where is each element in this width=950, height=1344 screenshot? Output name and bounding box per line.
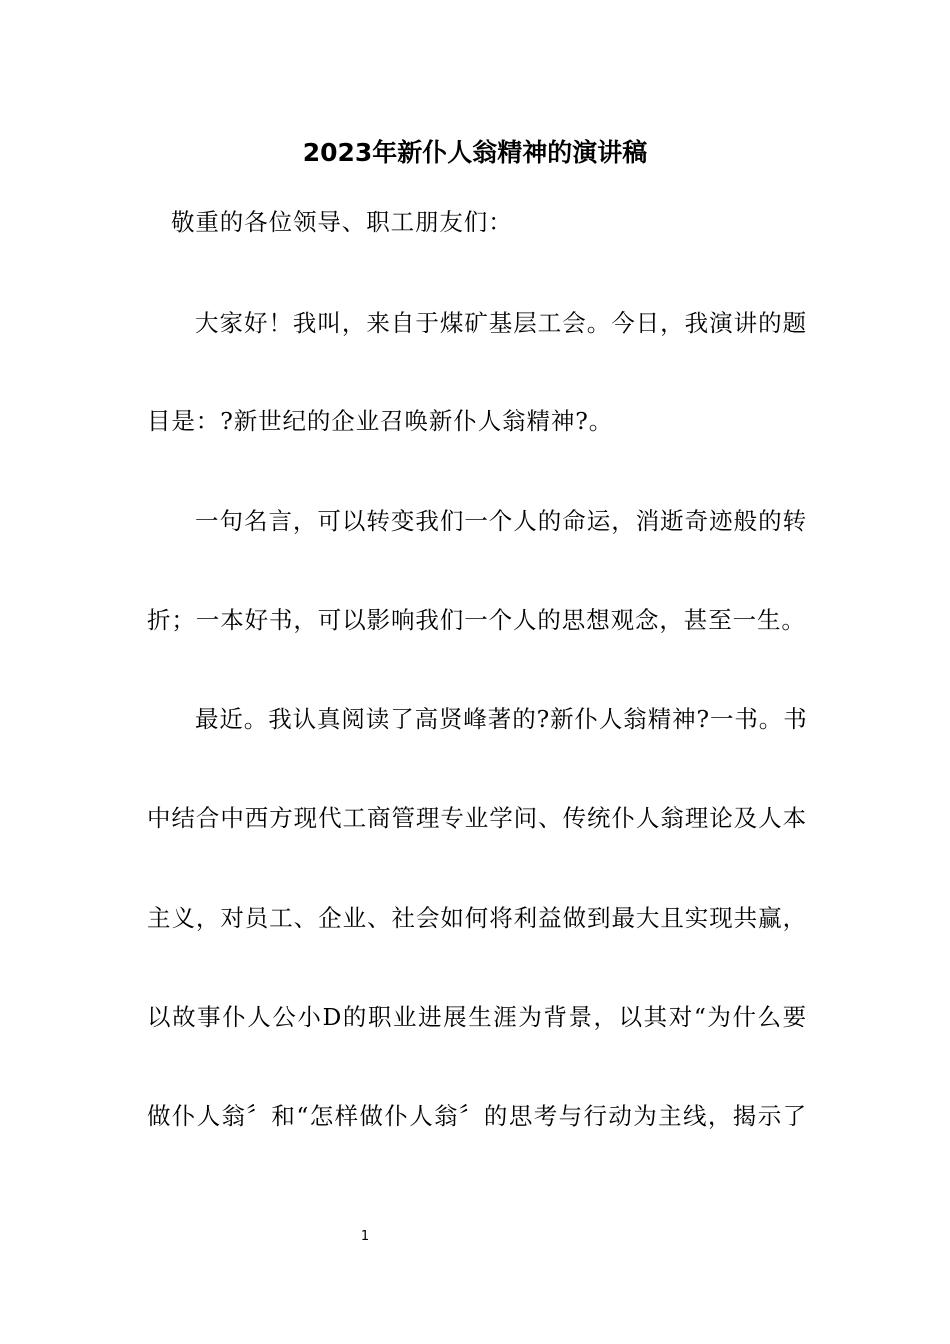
body-line: 以故事仆人公小D的职业进展生涯为背景，以其对“为什么要 [147,1003,807,1031]
body-line: 主义，对员工、企业、社会如何将利益做到最大且实现共赢， [147,904,807,932]
body-line: 中结合中西方现代工商管理专业学问、传统仆人翁理论及人本 [147,804,807,832]
document-title: 2023年新仆人翁精神的演讲稿 [302,138,648,167]
body-line: 最近。我认真阅读了高贤峰著的?新仆人翁精神?一书。书 [195,705,808,733]
page-number: 1 [360,1229,370,1244]
body-line: 一句名言，可以转变我们一个人的命运，消逝奇迹般的转 [195,507,807,535]
body-line: 目是：?新世纪的企业召唤新仆人翁精神?。 [147,407,614,435]
body-line: 做仆人翁〞和“怎样做仆人翁〞的思考与行动为主线，揭示了 [147,1102,807,1130]
body-line: 折；一本好书，可以影响我们一个人的思想观念，甚至一生。 [147,606,806,634]
salutation-line: 敬重的各位领导、职工朋友们： [171,208,513,236]
body-line: 大家好！我叫，来自于煤矿基层工会。今日，我演讲的题 [195,309,807,337]
